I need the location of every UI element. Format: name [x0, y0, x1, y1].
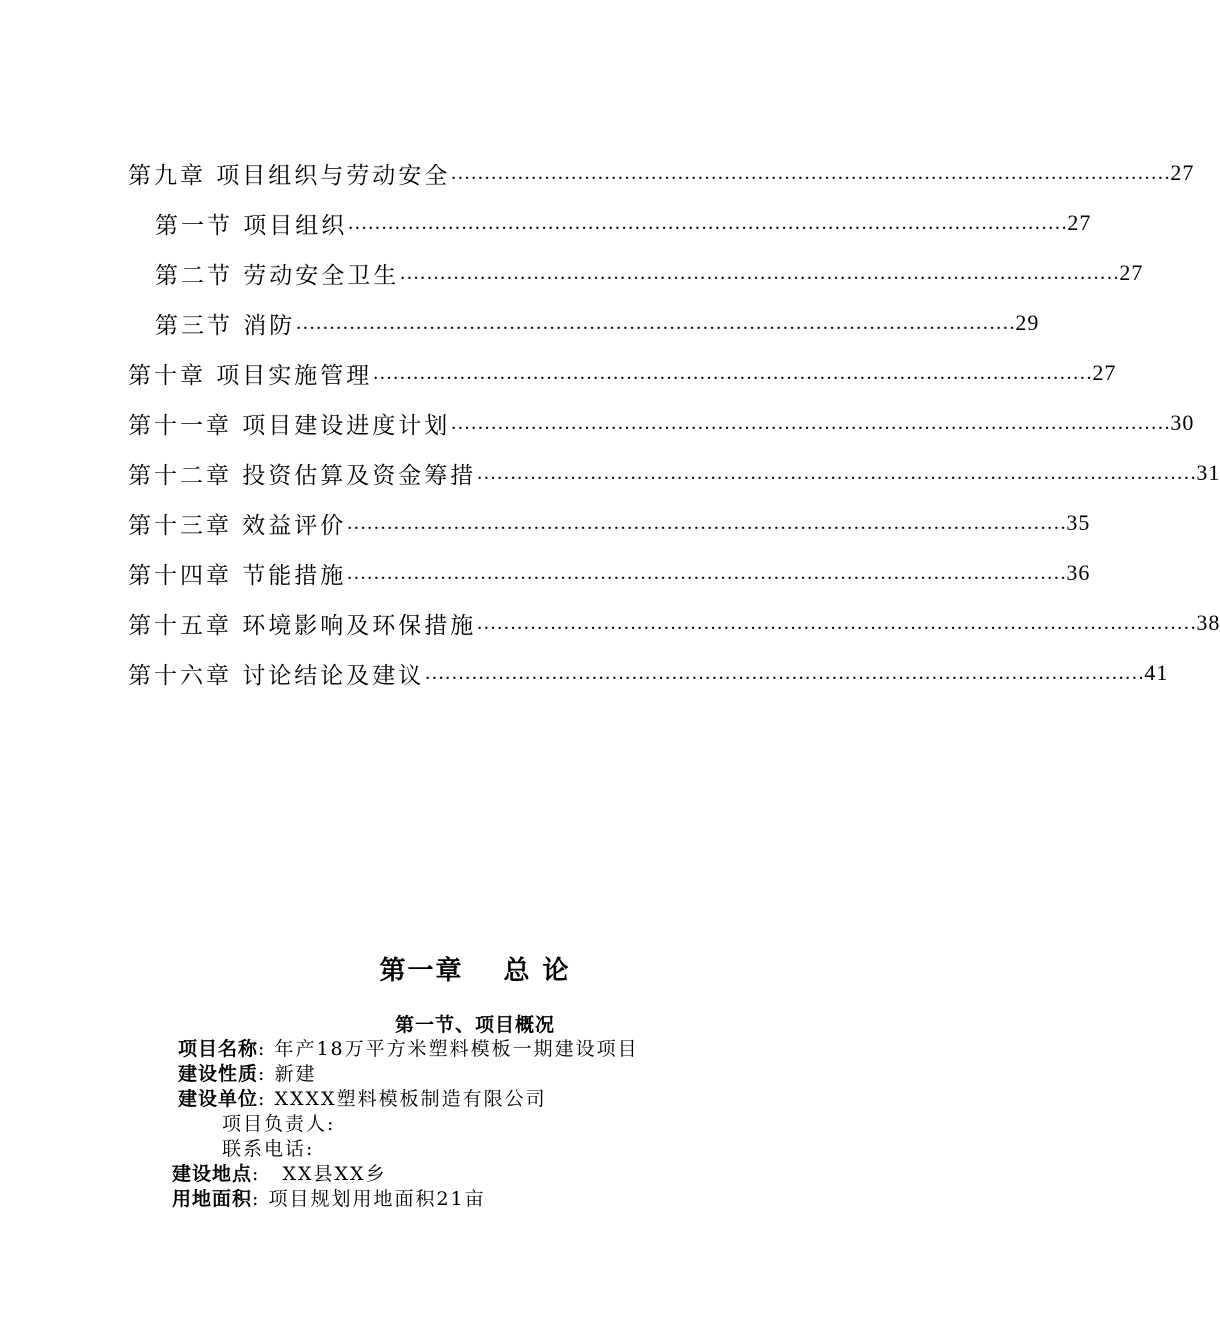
project-leader-line	[222, 1109, 335, 1136]
toc-entry-title: 第二节 劳动安全卫生	[155, 262, 400, 289]
toc-entry-page: 41	[1144, 660, 1169, 685]
colon: :	[258, 1088, 275, 1110]
construction-unit-label: 建设单位	[178, 1088, 259, 1110]
toc-entry-chapter-13[interactable]	[128, 505, 1091, 541]
toc-entry-section-9-3[interactable]	[155, 305, 1040, 341]
toc-entry-page: 27	[1170, 160, 1195, 185]
toc-entry-title: 第十一章 项目建设进度计划	[128, 412, 451, 439]
toc-entry-chapter-16[interactable]	[128, 655, 1169, 691]
land-area-label: 用地面积	[172, 1188, 253, 1210]
toc-entry-chapter-12[interactable]	[128, 455, 1220, 491]
chapter-label: 第一章	[379, 956, 464, 986]
construction-nature-line	[178, 1059, 316, 1086]
toc-entry-section-9-1[interactable]	[155, 205, 1092, 241]
construction-unit-line	[178, 1084, 547, 1111]
toc-entry-page: 27	[1067, 210, 1092, 235]
project-name-value: 年产18万平方米塑料模板一期建设项目	[274, 1038, 639, 1060]
toc-entry-title: 第十四章 节能措施	[128, 562, 347, 589]
contact-phone-line	[222, 1134, 314, 1161]
toc-entry-page: 27	[1119, 260, 1144, 285]
toc-entry-chapter-9[interactable]	[128, 155, 1195, 191]
toc-entry-title: 第十五章 环境影响及环保措施	[128, 612, 477, 639]
colon: :	[258, 1063, 275, 1085]
toc-entry-chapter-10[interactable]	[128, 355, 1117, 391]
toc-leader-dots: ………………………………………………………………………………………………	[347, 211, 1068, 234]
land-area-value: 项目规划用地面积21亩	[268, 1188, 486, 1210]
project-name-label: 项目名称	[178, 1038, 259, 1060]
toc-leader-dots: ………………………………………………………………………………………………	[450, 411, 1171, 434]
chapter-heading	[0, 950, 950, 987]
construction-location-label: 建设地点	[172, 1163, 253, 1185]
toc-entry-chapter-15[interactable]	[128, 605, 1220, 641]
project-leader-label: 项目负责人:	[222, 1113, 336, 1135]
construction-nature-value: 新建	[274, 1063, 317, 1085]
contact-phone-label: 联系电话:	[222, 1138, 315, 1160]
toc-entry-title: 第十三章 效益评价	[128, 512, 347, 539]
toc-entry-section-9-2[interactable]	[155, 255, 1144, 291]
section-heading: 第一节、项目概况	[394, 1014, 555, 1036]
construction-location-line	[172, 1159, 387, 1186]
toc-entry-chapter-11[interactable]	[128, 405, 1195, 441]
colon: :	[252, 1163, 269, 1185]
toc-entry-page: 36	[1066, 560, 1091, 585]
colon: :	[252, 1188, 269, 1210]
toc-entry-page: 38	[1196, 610, 1220, 635]
toc-entry-chapter-14[interactable]	[128, 555, 1091, 591]
toc-entry-page: 31	[1196, 460, 1220, 485]
toc-entry-page: 30	[1170, 410, 1195, 435]
toc-entry-title: 第十二章 投资估算及资金筹措	[128, 462, 477, 489]
construction-nature-label: 建设性质	[178, 1063, 259, 1085]
toc-entry-title: 第一节 项目组织	[155, 212, 348, 239]
toc-entry-page: 27	[1092, 360, 1117, 385]
chapter-title: 总 论	[503, 956, 571, 986]
toc-entry-title: 第三节 消防	[155, 312, 296, 339]
colon: :	[258, 1038, 275, 1060]
construction-location-value: XX县XX乡	[282, 1163, 387, 1185]
toc-leader-dots: ………………………………………………………………………………………………	[476, 461, 1197, 484]
toc-leader-dots: ………………………………………………………………………………………………	[346, 511, 1067, 534]
land-area-line	[172, 1184, 486, 1211]
toc-entry-title: 第九章 项目组织与劳动安全	[128, 162, 451, 189]
construction-unit-value: XXXX塑料模板制造有限公司	[274, 1088, 547, 1110]
toc-leader-dots: ………………………………………………………………………………………………	[372, 361, 1093, 384]
toc-leader-dots: ………………………………………………………………………………………………	[450, 161, 1171, 184]
toc-entry-title: 第十章 项目实施管理	[128, 362, 373, 389]
toc-entry-title: 第十六章 讨论结论及建议	[128, 662, 425, 689]
toc-leader-dots: ………………………………………………………………………………………………	[424, 661, 1145, 684]
toc-entry-page: 35	[1066, 510, 1091, 535]
toc-entry-page: 29	[1015, 310, 1040, 335]
toc-leader-dots: ………………………………………………………………………………………………	[295, 311, 1016, 334]
toc-leader-dots: ………………………………………………………………………………………………	[399, 261, 1120, 284]
toc-leader-dots: ………………………………………………………………………………………………	[346, 561, 1067, 584]
project-name-line	[178, 1034, 639, 1061]
toc-leader-dots: ………………………………………………………………………………………………	[476, 611, 1197, 634]
